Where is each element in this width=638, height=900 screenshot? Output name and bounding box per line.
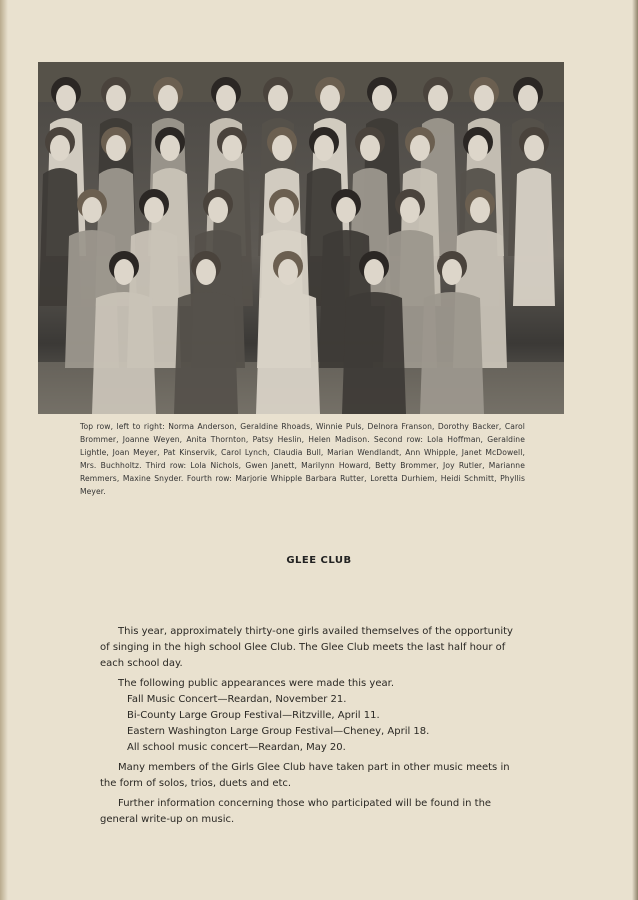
appearance-item: Fall Music Concert—Reardan, November 21. (127, 694, 347, 705)
appearance-item: All school music concert—Reardan, May 20. (127, 742, 346, 753)
appearance-item: Bi-County Large Group Festival—Ritzville, April 11. (127, 710, 380, 721)
page-title: GLEE CLUB (286, 555, 352, 566)
group-photo-image (38, 62, 564, 414)
photo-caption: Top row, left to right: Norma Anderson, Geraldine Rhoads, Winnie Puls, Delnora Franson, Dorothy Backer, Carol Brommer, Joanne Weyen, Anita Thornton, Patsy Heslin, Helen Madison. Second row: Lola Hoffman, Geraldine Lightle, Joan Meyer, Pat Kinservik, Carol Lynch, Claudia Bull, Marian Wendlandt, Ann Whipple, Janet McDowell, Mrs. Buchholtz. Third row: Lola Nichols, Gwen Janett, Marilynn Howard, Betty Brommer, Joy Rutler, Marianne Remmers, Maxine Snyder. Fourth row: Marjorie Whipple Barbara Rutter, Loretta Durhiem, Heidi Schmitt, Phyllis Meyer. (80, 422, 525, 496)
page-edge-left (0, 0, 8, 900)
article-body (100, 624, 520, 828)
appearances-list (100, 692, 520, 756)
paragraph-2: The following public appearances were made this year. (118, 678, 394, 689)
page-edge-right (632, 0, 638, 900)
paragraph-3: Many members of the Girls Glee Club have taken part in other music meets in the form of solos, trios, duets and etc. (100, 762, 510, 789)
group-photo (38, 62, 564, 414)
appearance-item: Eastern Washington Large Group Festival—Cheney, April 18. (127, 726, 430, 737)
paragraph-1: This year, approximately thirty-one girls availed themselves of the opportunity of singing in the high school Glee Club. The Glee Club meets the last half hour of each school day. (100, 626, 513, 669)
paragraph-4: Further information concerning those who participated will be found in the general write-up on music. (100, 798, 492, 825)
